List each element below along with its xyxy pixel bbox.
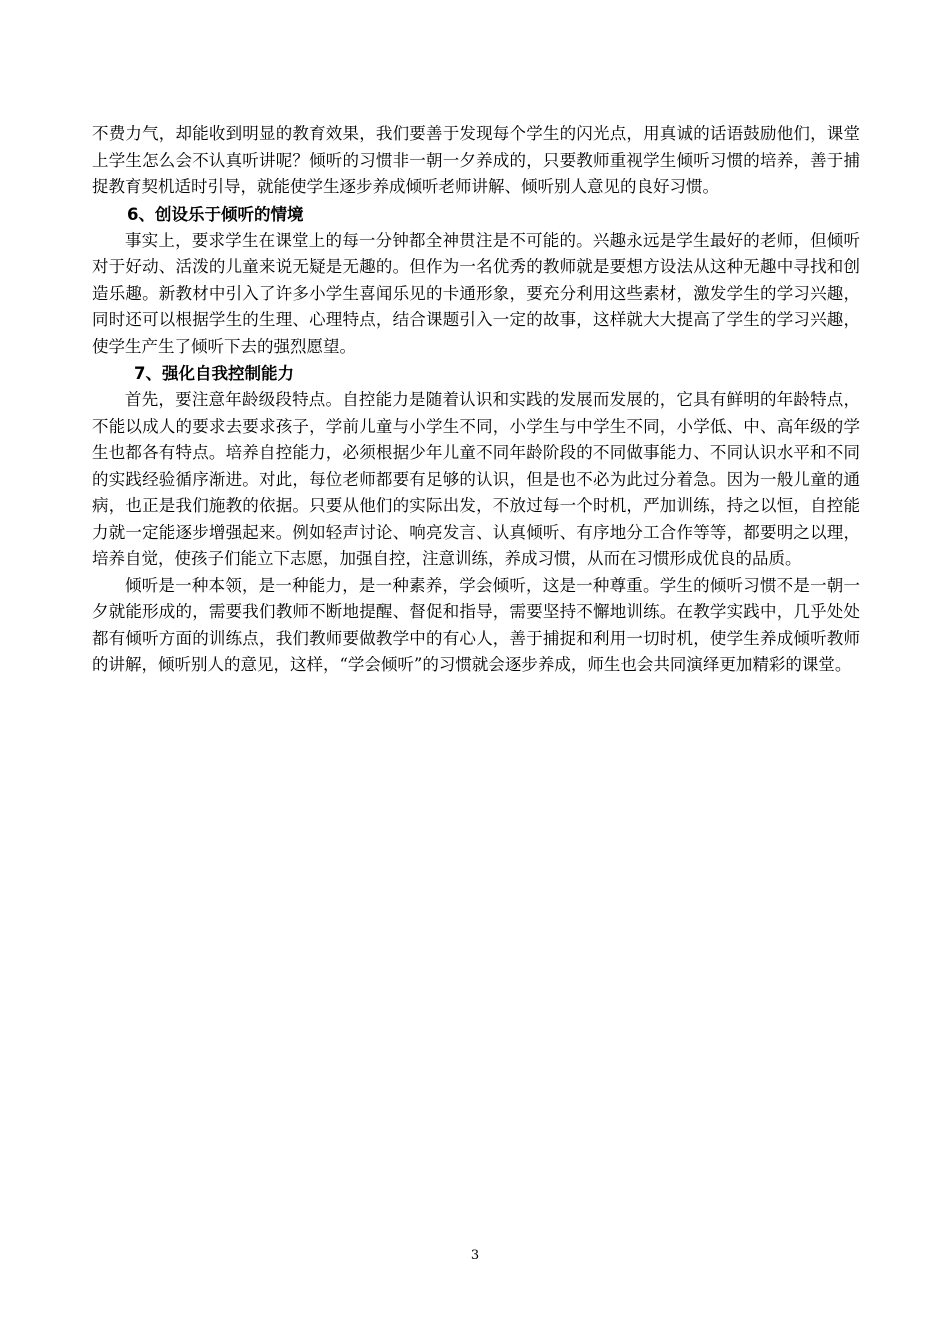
paragraph-section-6: 事实上，要求学生在课堂上的每一分钟都全神贯注是不可能的。兴趣永远是学生最好的老师，但倾听对于好动、活泼的儿童来说无疑是无趣的。但作为一名优秀的教师就是要想方设法从这种无趣中寻找和创造乐趣。新教材中引入了许多小学生喜闻乐见的卡通形象，要充分利用这些素材，激发学生的学习兴趣，同时还可以根据学生的生理、心理特点，结合课题引入一定的故事，这样就大大提高了学生的学习兴趣，使学生产生了倾听下去的强烈愿望。 bbox=[92, 230, 860, 356]
paragraph-conclusion: 倾听是一种本领，是一种能力，是一种素养，学会倾听，这是一种尊重。学生的倾听习惯不是一朝一夕就能形成的，需要我们教师不断地提醒、督促和指导，需要坚持不懈地训练。在教学实践中，几乎处处都有倾听方面的训练点，我们教师要做教学中的有心人，善于捕捉和利用一切时机，使学生养成倾听教师的讲解，倾听别人的意见，这样，“学会倾听”的习惯就会逐步养成，师生也会共同演绎更加精彩的课堂。 bbox=[92, 575, 860, 674]
document-body bbox=[92, 121, 860, 679]
page-number: 3 bbox=[470, 1248, 480, 1263]
paragraph-continuation: 不费力气，却能收到明显的教育效果，我们要善于发现每个学生的闪光点，用真诚的话语鼓励他们，课堂上学生怎么会不认真听讲呢？倾听的习惯非一朝一夕养成的，只要教师重视学生倾听习惯的培养，善于捕捉教育契机适时引导，就能使学生逐步养成倾听老师讲解、倾听别人意见的良好习惯。 bbox=[92, 124, 860, 196]
paragraph-section-7: 首先，要注意年龄级段特点。自控能力是随着认识和实践的发展而发展的，它具有鲜明的年龄特点，不能以成人的要求去要求孩子，学前儿童与小学生不同，小学生与中学生不同，小学低、中、高年级的学生也都各有特点。培养自控能力，必须根据少年儿童不同年龄阶段的不同做事能力、不同认识水平和不同的实践经验循序渐进。对此，每位老师都要有足够的认识，但是也不必为此过分着急。因为一般儿童的通病，也正是我们施教的依据。只要从他们的实际出发，不放过每一个时机，严加训练，持之以恒，自控能力就一定能逐步增强起来。例如轻声讨论、响亮发言、认真倾听、有序地分工合作等等，都要明之以理，培养自觉，使孩子们能立下志愿，加强自控，注意训练，养成习惯，从而在习惯形成优良的品质。 bbox=[92, 390, 860, 568]
section-heading-6: 6、创设乐于倾听的情境 bbox=[127, 204, 304, 224]
section-heading-7: 7、强化自我控制能力 bbox=[134, 364, 294, 383]
